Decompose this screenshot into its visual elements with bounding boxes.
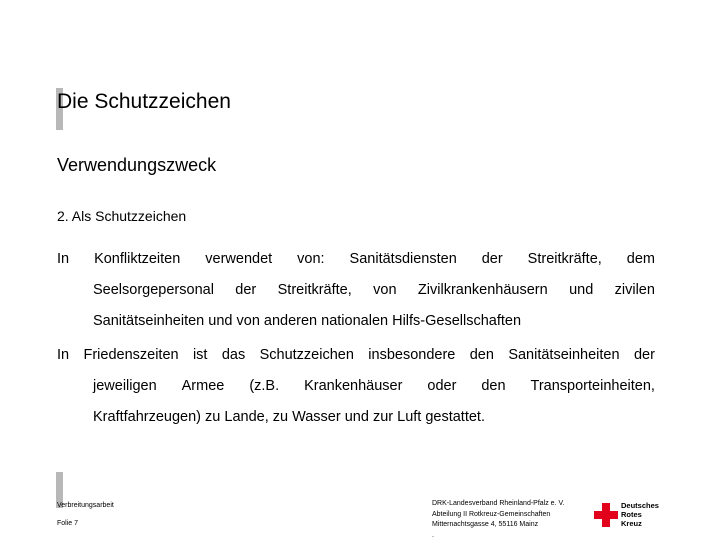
word: In: [57, 340, 69, 371]
word: der: [235, 275, 256, 306]
address-line: Abteilung II Rotkreuz-Gemeinschaften: [432, 510, 564, 521]
word: den: [470, 340, 494, 371]
word: Zivilkrankenhäusern: [418, 275, 548, 306]
word: ist: [193, 340, 208, 371]
word: insbesondere: [368, 340, 455, 371]
logo-word: Deutsches: [621, 501, 659, 510]
word: Armee: [182, 371, 225, 402]
paragraph-line: [57, 340, 655, 371]
word: den: [481, 371, 505, 402]
address-line: Mitternachtsgasse 4, 55116 Mainz: [432, 520, 564, 531]
word: Seelsorgepersonal: [93, 275, 214, 306]
word: oder: [427, 371, 456, 402]
word: Krankenhäuser: [304, 371, 402, 402]
red-cross-icon: [594, 503, 618, 527]
paragraph-line: [57, 244, 655, 275]
logo-word: Kreuz: [621, 519, 659, 528]
word: Schutzzeichen: [260, 340, 354, 371]
word: der: [634, 340, 655, 371]
footer-address: [432, 499, 564, 541]
word: von:: [297, 244, 324, 275]
section-heading: 2. Als Schutzzeichen: [57, 208, 186, 224]
word: Streitkräfte,: [528, 244, 602, 275]
word: jeweiligen: [93, 371, 157, 402]
word: (z.B.: [249, 371, 279, 402]
paragraph-peace-use: [57, 340, 655, 433]
paragraph-line: Kraftfahrzeugen) zu Lande, zu Wasser und zur Luft gestattet.: [57, 402, 655, 433]
word: Sanitätseinheiten: [508, 340, 619, 371]
word: Friedenszeiten: [83, 340, 178, 371]
paragraph-line: [57, 275, 655, 306]
footer-label: Verbreitungsarbeit: [57, 502, 114, 509]
logo-word: Rotes: [621, 510, 659, 519]
word: das: [222, 340, 245, 371]
slide-subtitle: Verwendungszweck: [57, 155, 216, 176]
paragraph-line: Sanitätseinheiten und von anderen nationalen Hilfs-Gesellschaften: [57, 306, 655, 337]
address-line: .: [432, 531, 564, 541]
word: dem: [627, 244, 655, 275]
word: In: [57, 244, 69, 275]
slide-title: Die Schutzzeichen: [57, 90, 231, 114]
word: Streitkräfte,: [278, 275, 352, 306]
word: von: [373, 275, 396, 306]
word: verwendet: [205, 244, 272, 275]
word: Konfliktzeiten: [94, 244, 180, 275]
word: und: [569, 275, 593, 306]
address-line: DRK-Landesverband Rheinland-Pfalz e. V.: [432, 499, 564, 510]
paragraph-line: [57, 371, 655, 402]
word: zivilen: [615, 275, 655, 306]
paragraph-conflict-use: [57, 244, 655, 337]
word: der: [482, 244, 503, 275]
word: Sanitätsdiensten: [350, 244, 457, 275]
drk-logo-text: [621, 501, 659, 528]
word: Transporteinheiten,: [531, 371, 655, 402]
page-number: Folie 7: [57, 520, 78, 527]
